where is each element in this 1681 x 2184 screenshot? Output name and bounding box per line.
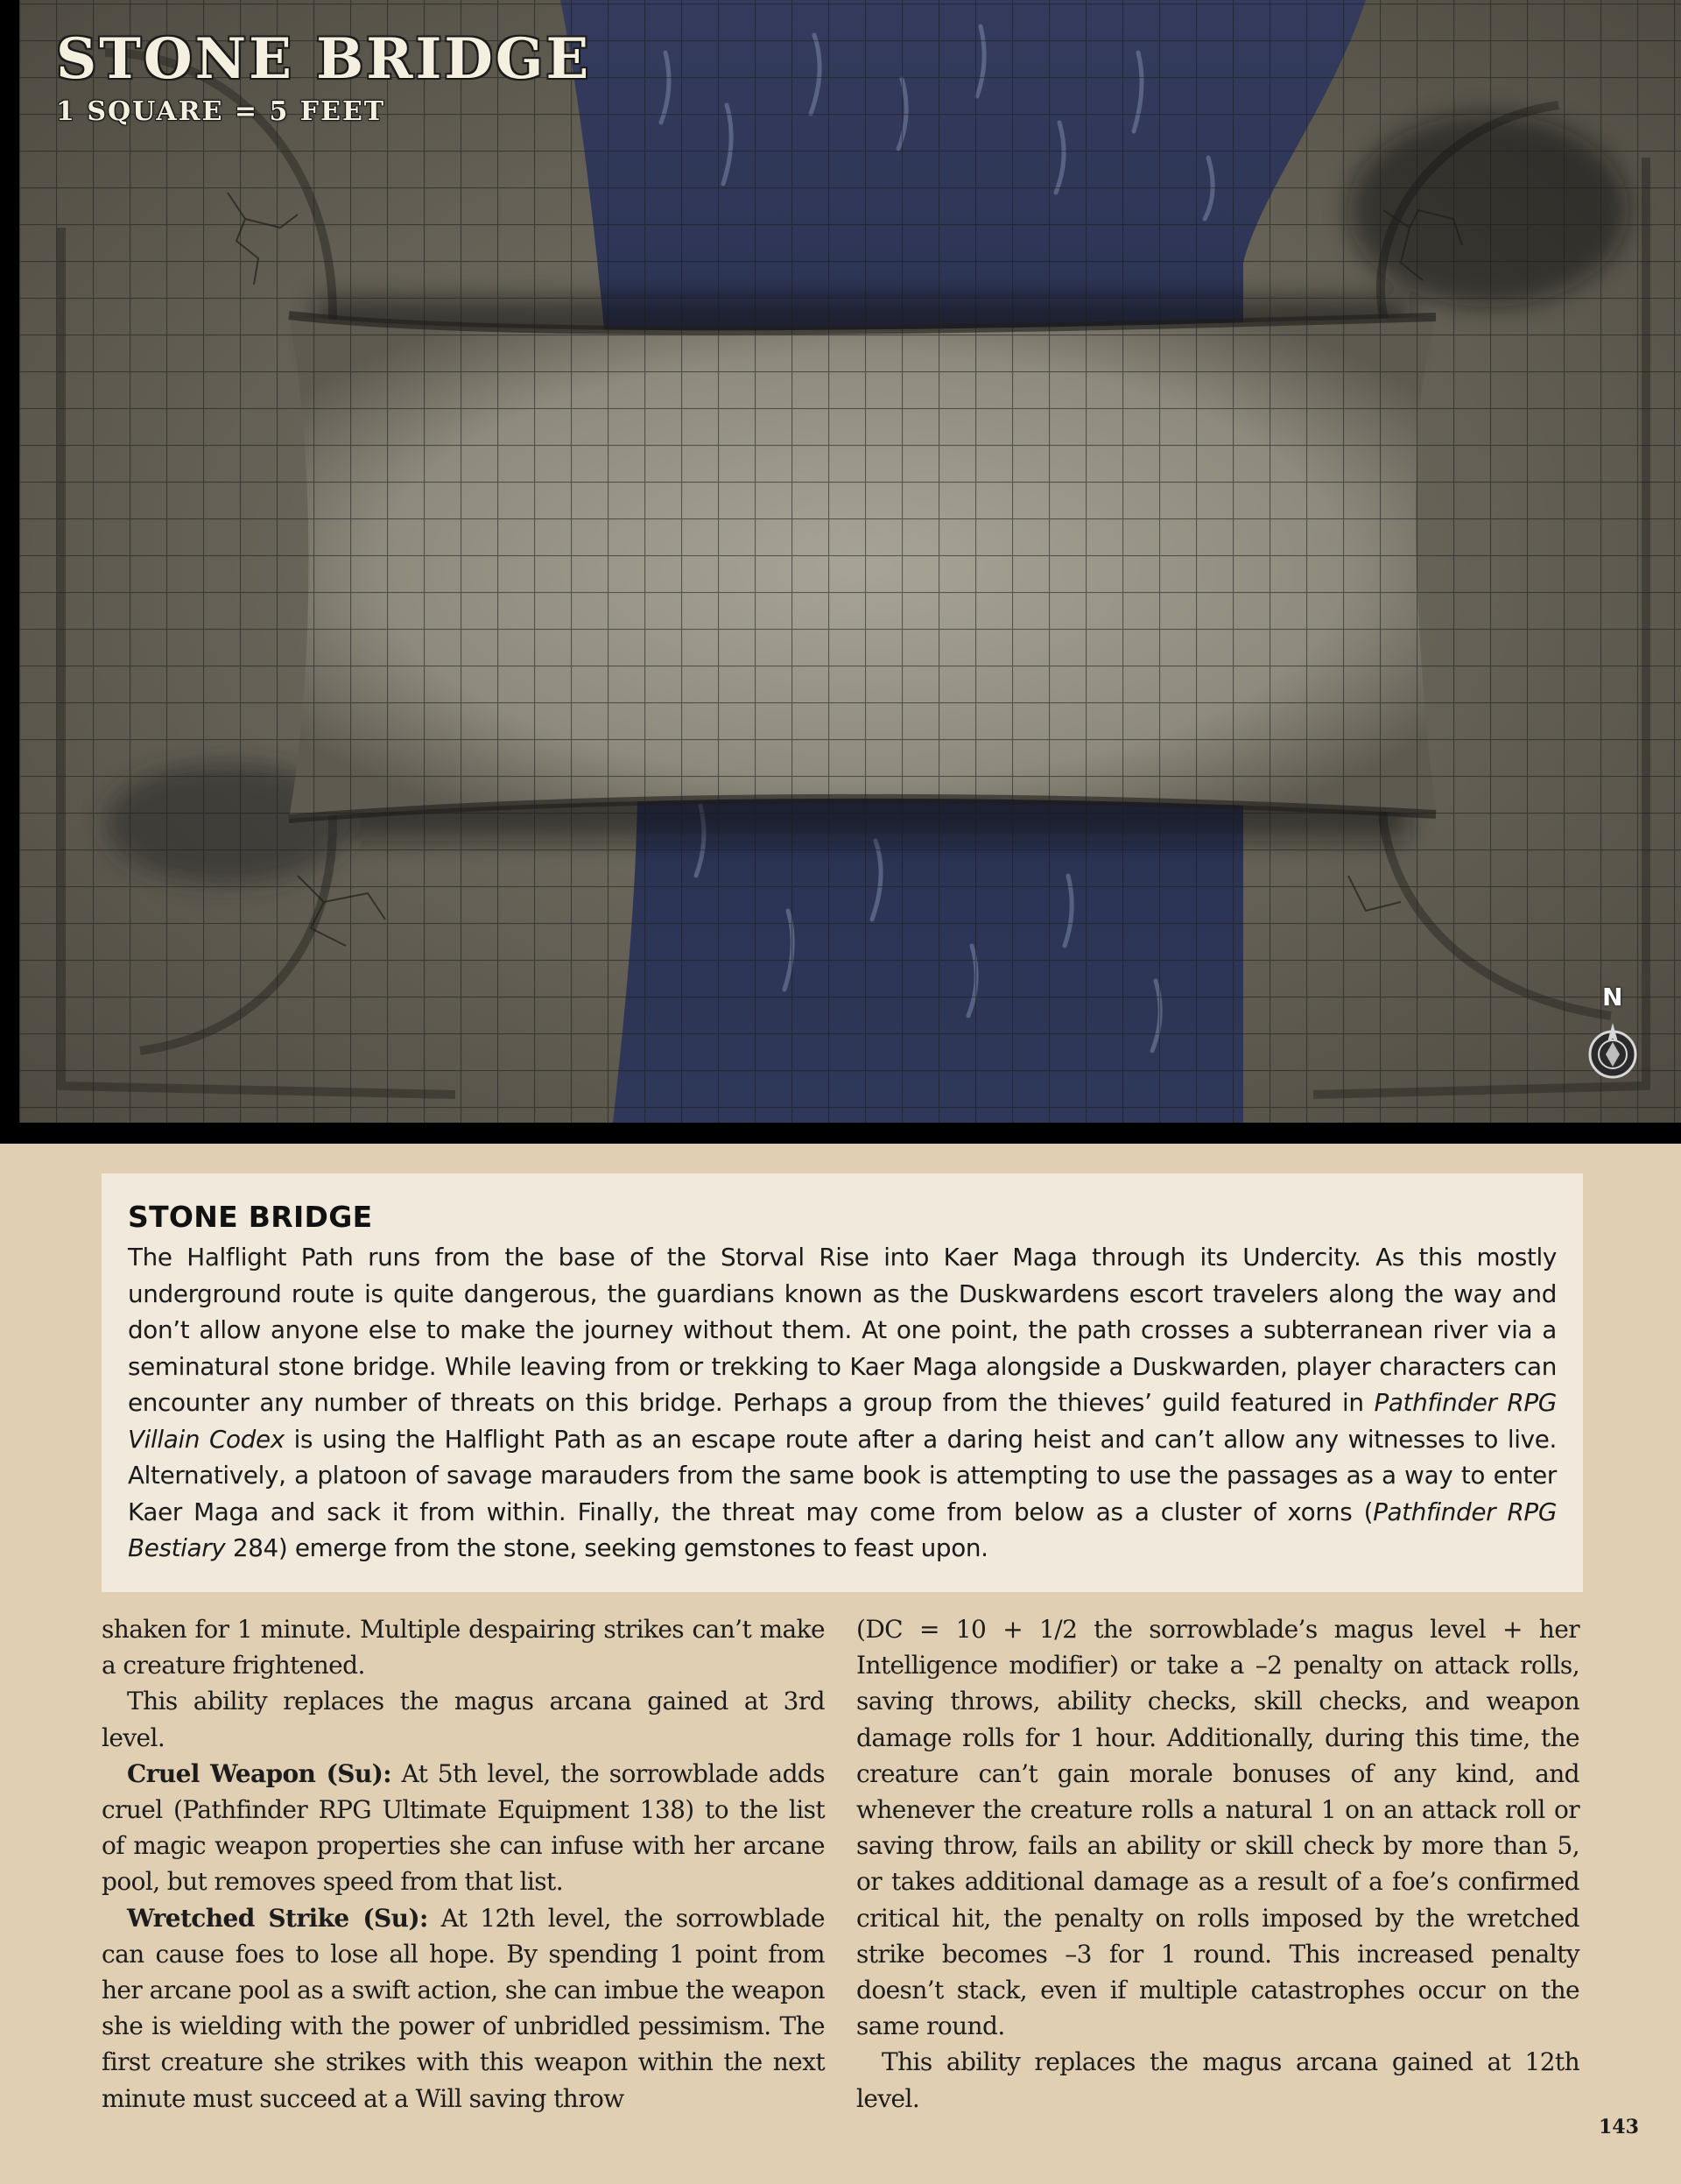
paragraph-replaces-12th: This ability replaces the magus arcana gained at 12th level. <box>856 2047 1579 2113</box>
paragraph-wretched-strike-cont: (DC = 10 + 1/2 the sorrowblade’s magus level + her Intelligence modifier) or take a –2 penalty on attack rolls, saving throws, ability checks, skill checks, and weapon damage rolls for 1 hour. Additionally, during this time, the creature can’t gain morale bonuses of any kind, and whenever the creature rolls a natural 1 on an attack roll or saving throw, fails an ability or skill check by more than 5, or takes additional damage as a result of a foe’s confirmed critical hit, the penalty on rolls imposed by the wretched strike becomes –3 for 1 round. This increased penalty doesn’t stack, even if multiple catastrophes occur on the same round. <box>856 1615 1579 2041</box>
ability-heading-cruel-weapon: Cruel Weapon (Su): <box>127 1758 392 1788</box>
paragraph-despairing-strike-end: shaken for 1 minute. Multiple despairing strikes can’t make a creature frightened. <box>102 1615 825 1680</box>
sidebar-title: STONE BRIDGE <box>128 1200 373 1234</box>
ability-heading-wretched-strike: Wretched Strike (Su): <box>127 1903 428 1933</box>
ability-text-wretched-strike: At 12th level, the sorrowblade can cause foes to lose all hope. By spending 1 point from her arcane pool as a swift action, she can imbue the weapon she is wielding with the power of unbridled pessimism. The first creature she strikes with this weapon within the next minute must succeed at a Will saving throw <box>102 1903 825 2113</box>
paragraph-wretched-strike <box>102 1900 825 2117</box>
compass-rose-icon <box>1585 1016 1641 1086</box>
sidebar-text-3: 284) emerge from the stone, seeking gemstones to feast upon. <box>225 1533 988 1562</box>
paragraph-replaces-3rd: This ability replaces the magus arcana gained at 3rd level. <box>102 1687 825 1752</box>
compass-north-label: N <box>1602 983 1623 1011</box>
map-title: STONE BRIDGE <box>56 26 592 92</box>
ability-text-cruel-weapon: At 5th level, the sorrowblade adds cruel (Pathfinder RPG Ultimate Equipment 138) to the list of magic weapon properties she can infuse with her arcane pool, but removes speed from that list. <box>102 1758 826 1897</box>
page-number: 143 <box>1599 2116 1639 2138</box>
sidebar-text-1: The Halflight Path runs from the base of the Storval Rise into Kaer Maga through its Undercity. As this mostly underground route is quite dangerous, the guardians known as the Duskwardens escort travelers along the way and don’t allow anyone else to make the journey without them. At one point, the path crosses a subterranean river via a seminatural stone bridge. While leaving from or trekking to Kaer Maga alongside a Duskwarden, player characters can encounter any number of threats on this bridge. Perhaps a group from the thieves’ guild featured in <box>128 1243 1557 1417</box>
sidebar-paragraph <box>128 1239 1557 1567</box>
sidebar-reference-villain-codex: Pathfinder RPG Villain Codex <box>128 1388 1557 1454</box>
map-scale-label: 1 SQUARE = 5 FEET <box>56 96 386 127</box>
sidebar-text-2: is using the Halflight Path as an escape route after a daring heist and can’t allow any witnesses to live. Alternatively, a platoon of savage marauders from the same book is attempting to use the passages as a way to enter Kaer Maga and sack it from within. Finally, the threat may come from below as a cluster of xorns ( <box>128 1424 1557 1526</box>
paragraph-cruel-weapon <box>102 1756 825 1900</box>
right-column <box>856 1611 1579 2117</box>
left-column <box>102 1611 825 2117</box>
sidebar-box <box>102 1173 1583 1592</box>
sidebar-reference-bestiary: Pathfinder RPG Bestiary <box>128 1497 1558 1562</box>
